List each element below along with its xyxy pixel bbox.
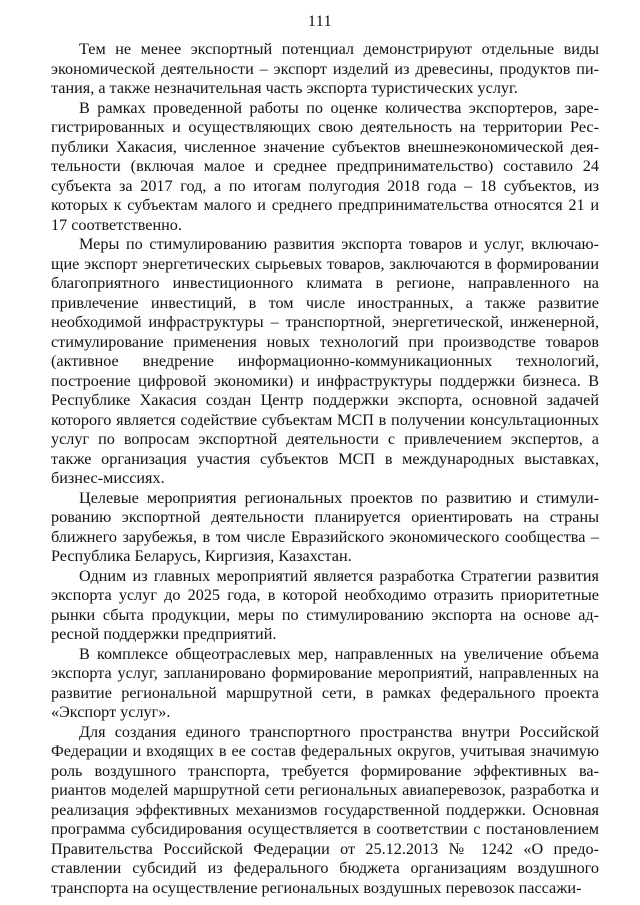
paragraph-7: Для создания единого транспортного пространства внутри Российской Федерации и входящих в ее состав федеральных округов, учитывая значимую роль воздушного транспорта, требуется формирование эффективных вариантов моделей маршрутной сети региональных авиаперевозок, разработка и реализация эффективных механизмов государственной поддержки. Основная программа субсидирования осуществляется в соответствии с постановлением Правительства Российской Федерации от 25.12.2013 № 1242 «О предоставлении субсидий из федерального бюджета организациям воздушного транспорта на осуществление региональных воздушных перевозок пассажи-: [51, 722, 599, 897]
paragraph-6: В комплексе общеотраслевых мер, направленных на увеличение объема экспорта услуг, запланировано формирование мероприятий, направленных на развитие региональной маршрутной сети, в рамках федерального проекта «Экспорт услуг».: [51, 644, 599, 721]
paragraph-2: В рамках проведенной работы по оценке количества экспортеров, зарегистрированных и осуществляющих свою деятельность на территории Республики Хакасия, численное значение субъектов внешнеэкономической деятельности (включая малое и среднее предпринимательство) составило 24 субъекта за 2017 год, а по итогам полугодия 2018 года – 18 субъектов, из которых к субъектам малого и среднего предпринимательства относятся 21 и 17 соответственно.: [51, 98, 599, 234]
page-number: 111: [307, 13, 333, 30]
paragraph-1: Тем не менее экспортный потенциал демонстрируют отдельные виды экономической деятельности – экспорт изделий из древесины, продуктов питания, а также незначительная часть экспорта туристических услуг.: [51, 40, 599, 97]
document-body: [51, 40, 599, 898]
paragraph-3: Меры по стимулированию развития экспорта товаров и услуг, включающие экспорт энергетических сырьевых товаров, заключаются в формировании благоприятного инвестиционного климата в регионе, направленного на привлечение инвестиций, в том числе иностранных, а также развитие необходимой инфраструктуры – транспортной, энергетической, инженерной, стимулирование применения новых технологий при производстве товаров (активное внедрение информационно-коммуникационных технологий, построение цифровой экономики) и инфраструктуры поддержки бизнеса. В Республике Хакасия создан Центр поддержки экспорта, основной задачей которого является содействие субъектам МСП в получении консультационных услуг по вопросам экспортной деятельности с привлечением экспертов, а также организация участия субъектов МСП в международных выставках, бизнес-миссиях.: [51, 235, 599, 487]
paragraph-4: Целевые мероприятия региональных проектов по развитию и стимулированию экспортной деятельности планируется ориентировать на страны ближнего зарубежья, в том числе Евразийского экономического сообщества – Республика Беларусь, Киргизия, Казахстан.: [51, 488, 599, 565]
paragraph-5: Одним из главных мероприятий является разработка Стратегии развития экспорта услуг до 2025 года, в которой необходимо отразить приоритетные рынки сбыта продукции, меры по стимулированию экспорта на основе адресной поддержки предприятий.: [51, 566, 599, 643]
